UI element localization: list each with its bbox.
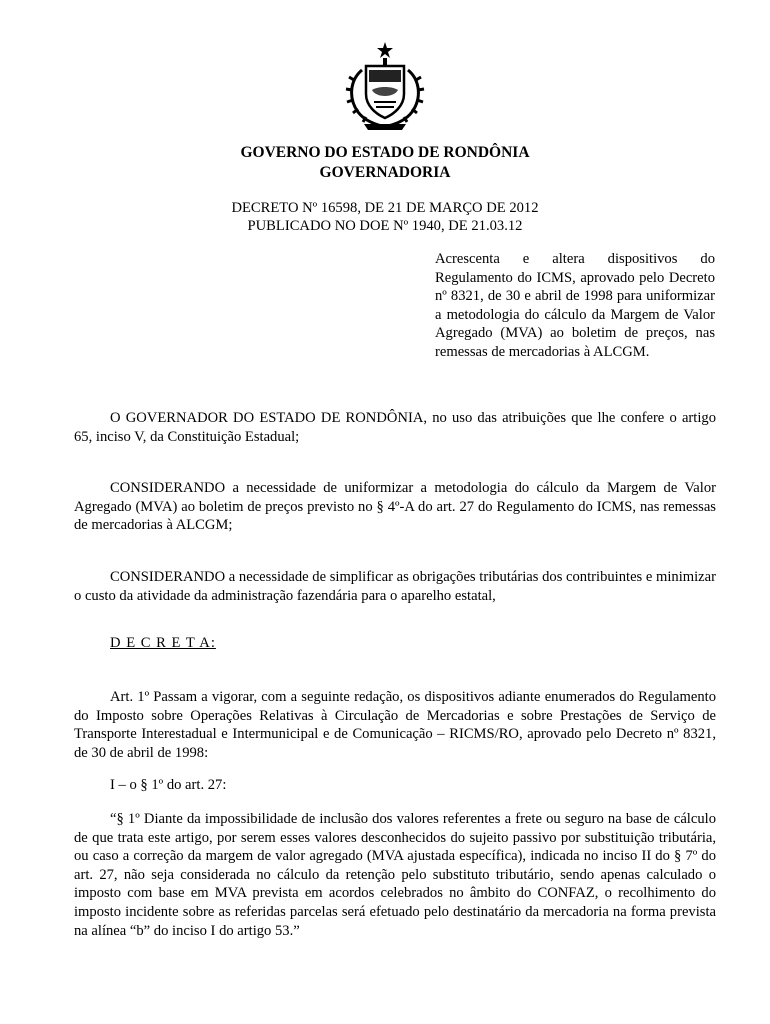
considerando-paragraph-1: CONSIDERANDO a necessidade de uniformizar a metodologia do cálculo da Margem de Valor Agregado (MVA) ao boletim de preços previsto no § 4º-A do art. 27 do Regulamento do ICMS, nas remessas de mercadorias à ALCGM; <box>74 480 716 534</box>
coat-of-arms-icon <box>342 40 428 136</box>
department-title: GOVERNADORIA <box>319 164 451 181</box>
government-title: GOVERNO DO ESTADO DE RONDÔNIA <box>240 144 530 161</box>
article-1-paragraph: Art. 1º Passam a vigorar, com a seguinte redação, os dispositivos adiante enumerados do Regulamento do Imposto sobre Operações Relativas à Circulação de Mercadorias e sobre Prestações de Serviço de Transporte Interestadual e Intermunicipal e de Comunicação – RICMS/RO, aprovado pelo Decreto nº 8321, de 30 de abril de 1998: <box>74 689 716 761</box>
preamble-paragraph: O GOVERNADOR DO ESTADO DE RONDÔNIA, no uso das atribuições que lhe confere o artigo 65, inciso V, da Constituição Estadual; <box>74 410 716 445</box>
decree-number: DECRETO Nº 16598, DE 21 DE MARÇO DE 2012 <box>231 200 539 216</box>
decreta-heading: D E C R E T A: <box>110 635 216 651</box>
publication-line: PUBLICADO NO DOE Nº 1940, DE 21.03.12 <box>247 218 523 234</box>
item-i-line: I – o § 1º do art. 27: <box>110 777 227 793</box>
decree-summary: Acrescenta e altera dispositivos do Regulamento do ICMS, aprovado pelo Decreto nº 8321, de 30 e abril de 1998 para uniformizar a metodologia do cálculo da Margem de Valor Agregado (MVA) ao boletim de preços, nas remessas de mercadorias à ALCGM. <box>435 251 715 360</box>
section-1-paragraph: “§ 1º Diante da impossibilidade de inclusão dos valores referentes a frete ou seguro na base de cálculo de que trata este artigo, por serem esses valores desconhecidos do sujeito passivo por substituição tributária, ou caso a correção da margem de valor agregado (MVA ajustada específica), indicada no inciso II do § 7º do art. 27, não seja considerada no cálculo da retenção pelo substituto tributário, sendo apenas calculado o imposto com base em MVA prevista em acordos celebrados no âmbito do CONFAZ, o recolhimento do imposto incidente sobre as referidas parcelas será efetuado pelo destinatário da mercadoria na forma prevista na alínea “b” do inciso I do artigo 53.” <box>74 811 716 939</box>
considerando-paragraph-2: CONSIDERANDO a necessidade de simplificar as obrigações tributárias dos contribuintes e minimizar o custo da atividade da administração fazendária para o aparelho estatal, <box>74 569 716 604</box>
